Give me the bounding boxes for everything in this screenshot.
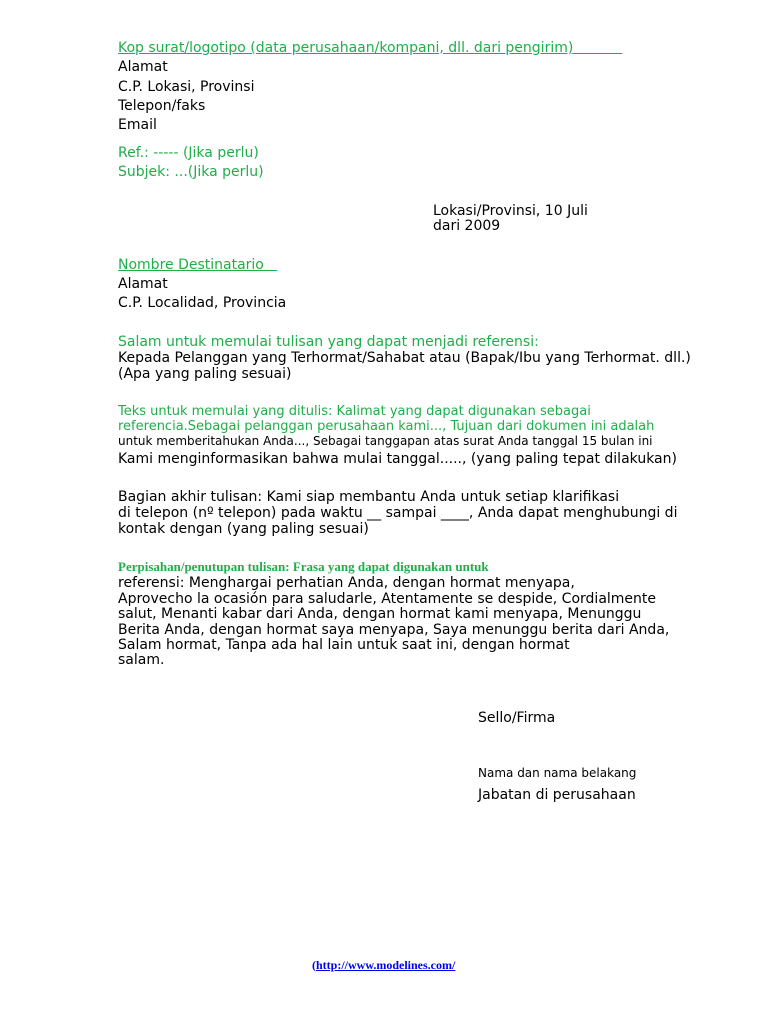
footer-paren: ( [312, 958, 316, 972]
farewell-line-4: Berita Anda, dengan hormat saya menyapa, Saya menunggu berita dari Anda, [118, 622, 670, 638]
recipient-name-text: Nombre Destinatario [118, 257, 264, 273]
body-line: Kami menginformasikan bahwa mulai tanggal....., (yang paling tepat dilakukan) [118, 451, 677, 467]
recipient-address: Alamat [118, 276, 168, 292]
signer-name: Nama dan nama belakang [478, 766, 637, 780]
recipient-postal-code: C.P. Localidad, Provincia [118, 295, 287, 311]
recipient-name [118, 256, 277, 274]
farewell-line-2: Aprovecho la ocasión para saludarle, Atentamente se despide, Cordialmente [118, 591, 657, 607]
footer [312, 958, 455, 973]
body-label-line-2: referencia.Sebagai pelanggan perusahaan kami..., Tujuan dari dokumen ini adalah [118, 419, 655, 434]
recipient-name-underline [264, 257, 277, 273]
sender-address: Alamat [118, 59, 168, 75]
date-line-2: dari 2009 [433, 218, 501, 234]
letterhead-text: Kop surat/logotipo (data perusahaan/kompani, dll. dari pengirim) [118, 40, 574, 56]
salutation-line-1: Kepada Pelanggan yang Terhormat/Sahabat atau (Bapak/Ibu yang Terhormat. dll.) [118, 350, 691, 366]
signer-title: Jabatan di perusahaan [478, 787, 636, 803]
closing-line-3: kontak dengan (yang paling sesuai) [118, 521, 369, 537]
farewell-line-5: Salam hormat, Tanpa ada hal lain untuk saat ini, dengan hormat [118, 637, 570, 653]
body-small-line: untuk memberitahukan Anda..., Sebagai tanggapan atas surat Anda tanggal 15 bulan ini [118, 434, 653, 448]
sender-postal-code: C.P. Lokasi, Provinsi [118, 79, 255, 95]
reference-line: Ref.: ----- (Jika perlu) [118, 145, 259, 161]
date-line-1: Lokasi/Provinsi, 10 Juli [433, 203, 588, 219]
farewell-line-1: referensi: Menghargai perhatian Anda, dengan hormat menyapa, [118, 575, 575, 591]
body-label-line-1: Teks untuk memulai yang ditulis: Kalimat yang dapat digunakan sebagai [118, 404, 591, 419]
sender-email: Email [118, 117, 157, 133]
stamp-signature: Sello/Firma [478, 710, 556, 726]
farewell-label: Perpisahan/penutupan tulisan: Frasa yang dapat digunakan untuk [118, 559, 489, 574]
farewell-line-6: salam. [118, 652, 165, 668]
subject-line: Subjek: ...(Jika perlu) [118, 164, 264, 180]
closing-line-1: Bagian akhir tulisan: Kami siap membantu Anda untuk setiap klarifikasi [118, 489, 620, 505]
salutation-label: Salam untuk memulai tulisan yang dapat menjadi referensi: [118, 334, 539, 350]
letterhead-label [118, 39, 622, 57]
salutation-line-2: (Apa yang paling sesuai) [118, 366, 292, 382]
footer-link[interactable]: http://www.modelines.com/ [316, 958, 456, 972]
letterhead-underline [573, 40, 622, 56]
sender-phone: Telepon/faks [118, 98, 206, 114]
farewell-line-3: salut, Menanti kabar dari Anda, dengan hormat kami menyapa, Menunggu [118, 606, 642, 622]
closing-line-2: di telepon (nº telepon) pada waktu __ sampai ____, Anda dapat menghubungi di [118, 505, 678, 521]
